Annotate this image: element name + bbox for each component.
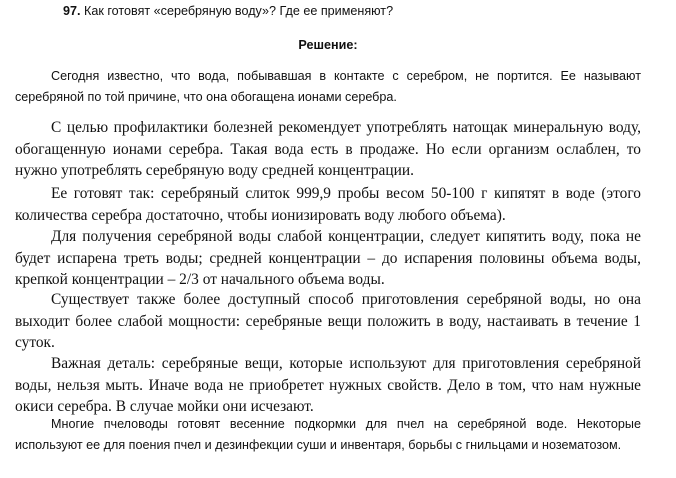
question-heading: [63, 1, 393, 22]
paragraph-preparation: Ее готовят так: серебряный слиток 999,9 пробы весом 50-100 г кипятят в воде (этого количества серебра достаточно, чтобы ионизировать воду любого объема).: [15, 185, 641, 224]
paragraph-concentration: Для получения серебряной воды слабой концентрации, следует кипятить воду, пока не будет испарена треть воды; средней концентрации – до испарения половины объема воды, крепкой концентрации – 2/3 от начального объема воды.: [15, 228, 641, 288]
question-number: 97.: [63, 4, 81, 18]
question-text: Как готовят «серебряную воду»? Где ее применяют?: [84, 4, 394, 18]
paragraph-important-detail: Важная деталь: серебряные вещи, которые используют для приготовления серебряной воды, нельзя мыть. Иначе вода не приобретет нужных свойств. Дело в том, что нам нужные окиси серебра. В случае мойки они исчезают.: [15, 355, 641, 415]
paragraph-beekeepers: Многие пчеловоды готовят весенние подкормки для пчел на серебряной воде. Некоторые используют ее для поения пчел и дезинфекции суши и инвентаря, борьбы с гнильцами и нозематозом.: [15, 417, 641, 452]
solution-heading: Решение:: [298, 38, 358, 52]
paragraph-alternative-method: Существует также более доступный способ приготовления серебряной воды, но она выходит более слабой мощности: серебряные вещи положить в воду, настаивать в течение 1 суток.: [15, 291, 641, 351]
intro-paragraph: Сегодня известно, что вода, побывавшая в контакте с серебром, не портится. Ее называют серебряной по той причине, что она обогащена ионами серебра.: [15, 69, 641, 104]
paragraph-prevention: С целью профилактики болезней рекомендует употреблять натощак минеральную воду, обогащенную ионами серебра. Такая вода есть в продаже. Но если организм ослаблен, то нужно употреблять серебряную воду средней концентрации.: [15, 119, 641, 179]
